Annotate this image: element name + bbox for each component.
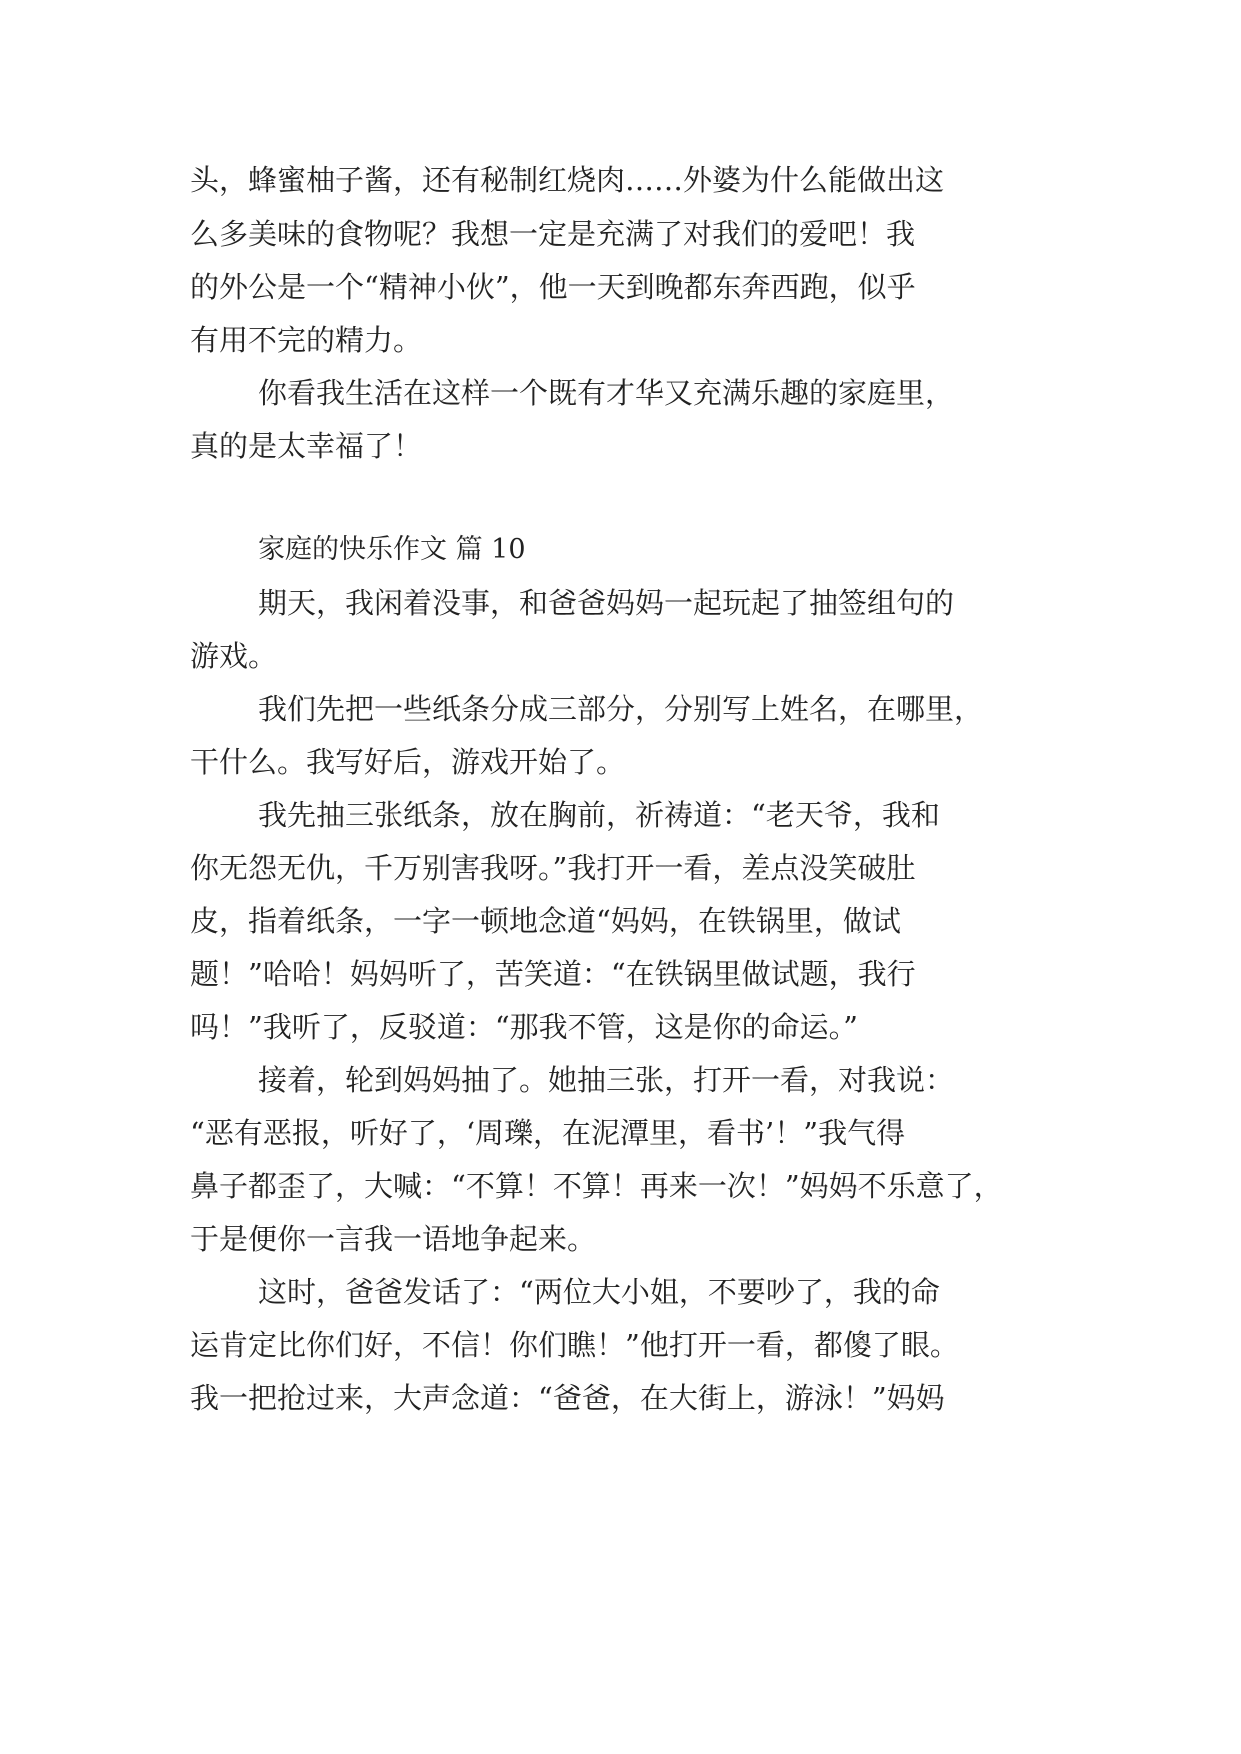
text-line: 游戏。	[190, 639, 278, 673]
text-line: 于是便你一言我一语地争起来。	[190, 1222, 597, 1256]
paragraph-first-line: 我们先把一些纸条分成三部分，分别写上姓名，在哪里，	[258, 692, 984, 726]
text-line: 吗！”我听了，反驳道：“那我不管，这是你的命运。”	[190, 1010, 858, 1044]
text-line: 么多美味的食物呢？我想一定是充满了对我们的爱吧！我	[190, 217, 916, 251]
paragraph-first-line: 这时，爸爸发话了：“两位大小姐，不要吵了，我的命	[258, 1275, 940, 1309]
text-line: “恶有恶报，听好了，‘周瓅，在泥潭里，看书’！”我气得	[190, 1116, 906, 1150]
section-heading: 家庭的快乐作文 篇 10	[258, 534, 526, 565]
text-line: 的外公是一个“精神小伙”，他一天到晚都东奔西跑，似乎	[190, 270, 916, 304]
paragraph-first-line: 期天，我闲着没事，和爸爸妈妈一起玩起了抽签组句的	[258, 586, 955, 620]
text-line: 我一把抢过来，大声念道：“爸爸，在大街上，游泳！”妈妈	[190, 1381, 945, 1415]
text-line: 干什么。我写好后，游戏开始了。	[190, 745, 626, 779]
paragraph-first-line: 接着，轮到妈妈抽了。她抽三张，打开一看，对我说：	[258, 1063, 955, 1097]
text-line: 题！”哈哈！妈妈听了，苦笑道：“在铁锅里做试题，我行	[190, 957, 916, 991]
paragraph-first-line: 我先抽三张纸条，放在胸前，祈祷道：“老天爷，我和	[258, 798, 940, 832]
text-line: 运肯定比你们好，不信！你们瞧！”他打开一看，都傻了眼。	[190, 1328, 959, 1362]
text-line: 你无怨无仇，千万别害我呀。”我打开一看，差点没笑破肚	[190, 851, 916, 885]
text-line: 皮，指着纸条，一字一顿地念道“妈妈，在铁锅里，做试	[190, 904, 901, 938]
text-line: 鼻子都歪了，大喊：“不算！不算！再来一次！”妈妈不乐意了，	[190, 1169, 1003, 1203]
text-line: 头，蜂蜜柚子酱，还有秘制红烧肉……外婆为什么能做出这	[190, 163, 945, 197]
text-line: 真的是太幸福了！	[190, 429, 423, 463]
paragraph-first-line: 你看我生活在这样一个既有才华又充满乐趣的家庭里，	[258, 376, 955, 410]
text-line: 有用不完的精力。	[190, 323, 423, 357]
